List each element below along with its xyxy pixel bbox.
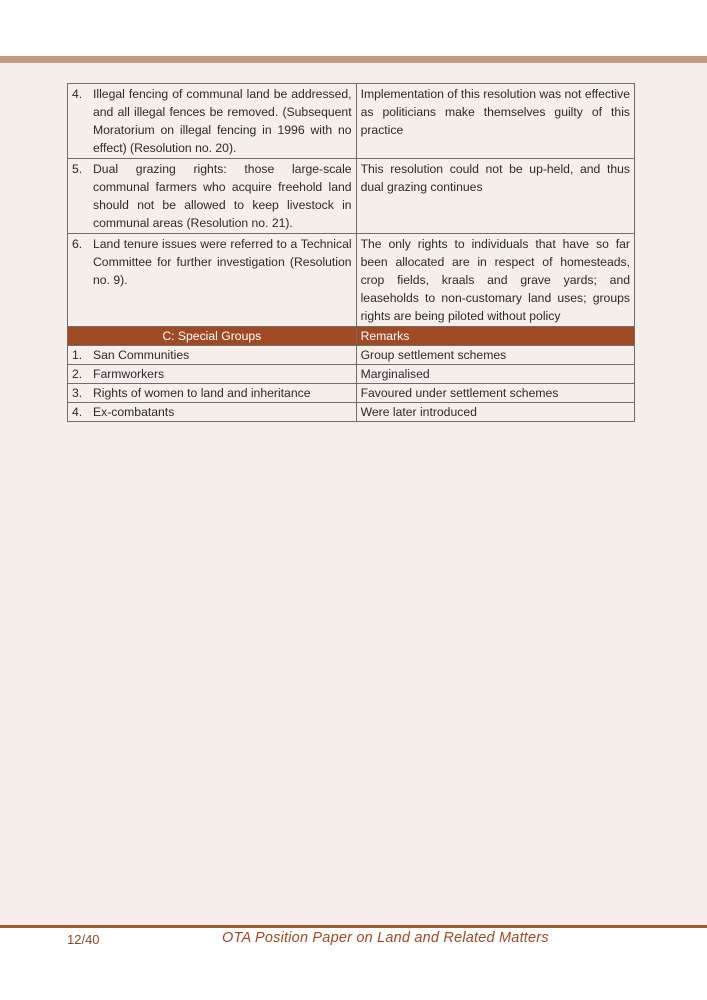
table-row bbox=[68, 234, 635, 327]
item-number: 4. bbox=[72, 405, 83, 419]
item-number: 3. bbox=[72, 386, 83, 400]
resolution-text: Land tenure issues were referred to a Technical Committee for further investigation (Resolution no. 9). bbox=[93, 237, 352, 287]
table-row bbox=[68, 365, 635, 384]
resolutions-table bbox=[67, 83, 635, 422]
remark-cell: Favoured under settlement schemes bbox=[356, 384, 634, 403]
section-header-remarks: Remarks bbox=[356, 327, 634, 346]
group-cell bbox=[68, 346, 357, 365]
item-number: 1. bbox=[72, 348, 83, 362]
item-number: 6. bbox=[72, 237, 83, 251]
remark-cell: The only rights to individuals that have so far been allocated are in respect of homesteads, crop fields, kraals and grave yards; and leaseholds to non-customary land uses; groups rights are being piloted without policy bbox=[356, 234, 634, 327]
group-cell bbox=[68, 384, 357, 403]
table-row bbox=[68, 159, 635, 234]
remark-cell: Group settlement schemes bbox=[356, 346, 634, 365]
section-header-title: C: Special Groups bbox=[68, 327, 357, 346]
footer-rule bbox=[0, 925, 707, 928]
top-decorative-rule bbox=[0, 56, 707, 63]
resolution-cell bbox=[68, 84, 357, 159]
table-row bbox=[68, 84, 635, 159]
item-number: 4. bbox=[72, 87, 83, 101]
item-number: 2. bbox=[72, 367, 83, 381]
page-number: 12/40 bbox=[67, 932, 100, 947]
remark-cell: Marginalised bbox=[356, 365, 634, 384]
table-row bbox=[68, 403, 635, 422]
resolution-text: Dual grazing rights: those large-scale communal farmers who acquire freehold land should not be allowed to keep livestock in communal areas (Resolution no. 21). bbox=[93, 162, 352, 230]
table-row bbox=[68, 346, 635, 365]
group-cell bbox=[68, 365, 357, 384]
section-header-row bbox=[68, 327, 635, 346]
remark-cell: This resolution could not be up-held, and thus dual grazing continues bbox=[356, 159, 634, 234]
resolution-text: Illegal fencing of communal land be addressed, and all illegal fences be removed. (Subsequent Moratorium on illegal fencing in 1996 with no effect) (Resolution no. 20). bbox=[93, 87, 352, 155]
table-row bbox=[68, 384, 635, 403]
item-number: 5. bbox=[72, 162, 83, 176]
group-text: Farmworkers bbox=[93, 367, 165, 381]
top-margin bbox=[0, 0, 707, 56]
remark-cell: Implementation of this resolution was not effective as politicians make themselves guilty of this practice bbox=[356, 84, 634, 159]
group-text: Rights of women to land and inheritance bbox=[93, 386, 311, 400]
group-cell bbox=[68, 403, 357, 422]
remark-cell: Were later introduced bbox=[356, 403, 634, 422]
group-text: Ex-combatants bbox=[93, 405, 175, 419]
resolution-cell bbox=[68, 159, 357, 234]
resolution-cell bbox=[68, 234, 357, 327]
group-text: San Communities bbox=[93, 348, 190, 362]
footer-title: OTA Position Paper on Land and Related Matters bbox=[222, 930, 549, 946]
